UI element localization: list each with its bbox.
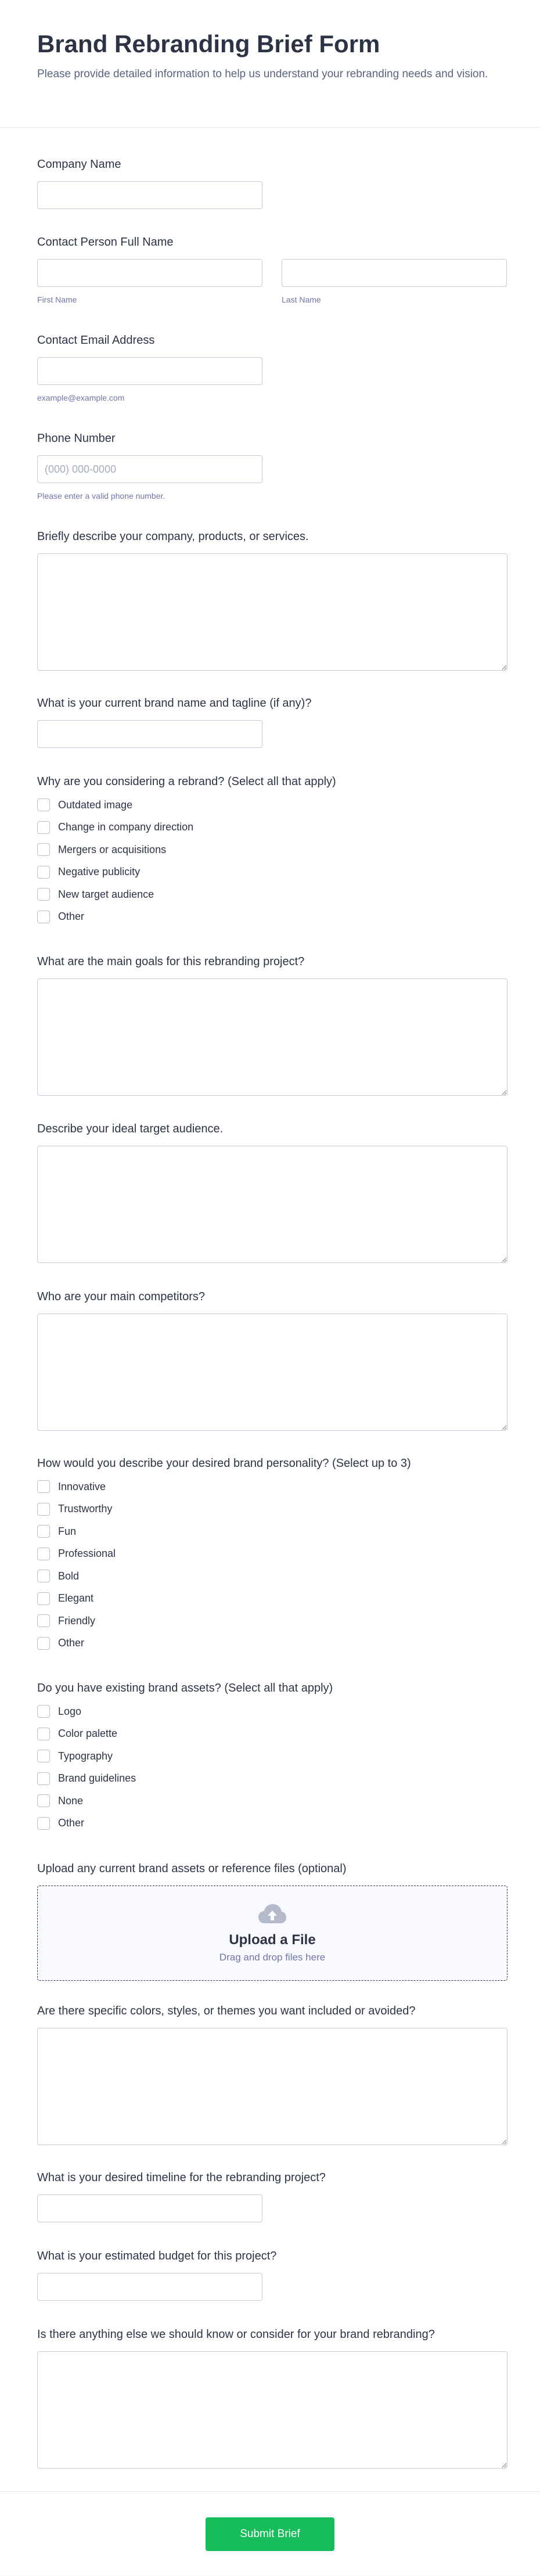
checkbox-label: Other bbox=[58, 1637, 85, 1649]
checkbox-option[interactable] bbox=[37, 1548, 507, 1560]
timeline-input[interactable] bbox=[37, 2194, 262, 2222]
checkbox-label: Typography bbox=[58, 1750, 113, 1762]
submit-button[interactable]: Submit Brief bbox=[206, 2517, 334, 2551]
checkbox[interactable] bbox=[37, 1570, 50, 1582]
brand-assets-label: Do you have existing brand assets? (Select all that apply) bbox=[37, 1682, 333, 1694]
checkbox-label: Innovative bbox=[58, 1480, 106, 1492]
checkbox-label: Mergers or acquisitions bbox=[58, 843, 167, 855]
target-audience-field bbox=[37, 1121, 507, 1263]
checkbox-label: Logo bbox=[58, 1705, 82, 1717]
upload-label: Upload any current brand assets or reference files (optional) bbox=[37, 1862, 347, 1875]
company-name-label: Company Name bbox=[37, 158, 121, 171]
colors-styles-field bbox=[37, 2003, 507, 2145]
email-sublabel: example@example.com bbox=[37, 393, 125, 402]
brand-personality-options bbox=[37, 1480, 507, 1650]
rebrand-reasons-options bbox=[37, 798, 507, 923]
describe-company-label: Briefly describe your company, products, or services. bbox=[37, 530, 309, 543]
checkbox-label: Bold bbox=[58, 1570, 80, 1582]
checkbox[interactable] bbox=[37, 888, 50, 901]
checkbox-label: Negative publicity bbox=[58, 866, 141, 877]
checkbox-option[interactable] bbox=[37, 1750, 507, 1762]
budget-input[interactable] bbox=[37, 2273, 262, 2301]
checkbox[interactable] bbox=[37, 1772, 50, 1785]
brand-personality-field bbox=[37, 1456, 507, 1650]
goals-label: What are the main goals for this rebranding project? bbox=[37, 955, 305, 968]
checkbox-option[interactable] bbox=[37, 1480, 507, 1493]
checkbox-option[interactable] bbox=[37, 1794, 507, 1807]
checkbox-label: Outdated image bbox=[58, 798, 133, 811]
phone-sublabel: Please enter a valid phone number. bbox=[37, 491, 165, 501]
competitors-textarea[interactable] bbox=[37, 1314, 507, 1431]
checkbox[interactable] bbox=[37, 1705, 50, 1718]
checkbox-option[interactable] bbox=[37, 1817, 507, 1830]
brand-assets-options bbox=[37, 1705, 507, 1830]
form-header bbox=[0, 0, 540, 128]
checkbox-label: None bbox=[58, 1794, 84, 1807]
form-footer bbox=[0, 2491, 540, 2576]
checkbox[interactable] bbox=[37, 1548, 50, 1560]
checkbox-option[interactable] bbox=[37, 798, 507, 811]
checkbox[interactable] bbox=[37, 1750, 50, 1762]
describe-company-field bbox=[37, 529, 507, 671]
checkbox-label: Other bbox=[58, 1817, 85, 1829]
last-name-sublabel: Last Name bbox=[282, 295, 321, 304]
checkbox-option[interactable] bbox=[37, 1592, 507, 1605]
checkbox-label: Change in company direction bbox=[58, 821, 194, 833]
checkbox[interactable] bbox=[37, 1592, 50, 1605]
current-brand-field bbox=[37, 696, 507, 748]
checkbox[interactable] bbox=[37, 1480, 50, 1493]
email-input[interactable] bbox=[37, 357, 262, 385]
competitors-label: Who are your main competitors? bbox=[37, 1290, 206, 1303]
checkbox-option[interactable] bbox=[37, 1705, 507, 1718]
company-name-field bbox=[37, 157, 507, 209]
checkbox-label: Trustworthy bbox=[58, 1503, 113, 1514]
checkbox[interactable] bbox=[37, 866, 50, 879]
checkbox-option[interactable] bbox=[37, 1503, 507, 1516]
checkbox-option[interactable] bbox=[37, 843, 507, 856]
checkbox[interactable] bbox=[37, 1794, 50, 1807]
file-upload-dropzone[interactable] bbox=[37, 1886, 507, 1981]
contact-name-field bbox=[37, 235, 507, 304]
budget-label: What is your estimated budget for this project? bbox=[37, 2250, 277, 2262]
current-brand-label: What is your current brand name and tagline (if any)? bbox=[37, 697, 312, 710]
colors-styles-label: Are there specific colors, styles, or themes you want included or avoided? bbox=[37, 2005, 416, 2017]
checkbox-label: Other bbox=[58, 911, 85, 922]
checkbox-option[interactable] bbox=[37, 911, 507, 923]
timeline-label: What is your desired timeline for the rebranding project? bbox=[37, 2171, 326, 2184]
describe-company-textarea[interactable] bbox=[37, 553, 507, 671]
last-name-input[interactable] bbox=[282, 259, 507, 287]
competitors-field bbox=[37, 1289, 507, 1431]
timeline-field bbox=[37, 2170, 507, 2222]
checkbox[interactable] bbox=[37, 1817, 50, 1830]
colors-styles-textarea[interactable] bbox=[37, 2028, 507, 2145]
anything-else-label: Is there anything else we should know or consider for your brand rebranding? bbox=[37, 2328, 435, 2341]
phone-input[interactable] bbox=[37, 455, 262, 483]
phone-label: Phone Number bbox=[37, 432, 116, 445]
anything-else-textarea[interactable] bbox=[37, 2351, 507, 2469]
company-name-input[interactable] bbox=[37, 181, 262, 209]
checkbox-option[interactable] bbox=[37, 866, 507, 879]
first-name-sublabel: First Name bbox=[37, 295, 77, 304]
checkbox-label: Fun bbox=[58, 1525, 77, 1537]
upload-field bbox=[37, 1861, 507, 1981]
checkbox-option[interactable] bbox=[37, 1525, 507, 1538]
anything-else-field bbox=[37, 2327, 507, 2469]
rebrand-reasons-field bbox=[37, 774, 507, 923]
checkbox[interactable] bbox=[37, 1614, 50, 1627]
checkbox[interactable] bbox=[37, 1637, 50, 1650]
budget-field bbox=[37, 2248, 507, 2301]
target-audience-label: Describe your ideal target audience. bbox=[37, 1122, 224, 1135]
checkbox-label: Professional bbox=[58, 1548, 116, 1559]
current-brand-input[interactable] bbox=[37, 720, 262, 748]
checkbox-option[interactable] bbox=[37, 821, 507, 834]
brand-assets-field bbox=[37, 1681, 507, 1830]
cloud-upload-icon bbox=[258, 1904, 287, 1927]
checkbox-option[interactable] bbox=[37, 888, 507, 901]
checkbox-option[interactable] bbox=[37, 1637, 507, 1650]
checkbox-label: Color palette bbox=[58, 1728, 118, 1739]
checkbox-option[interactable] bbox=[37, 1728, 507, 1740]
checkbox-option[interactable] bbox=[37, 1570, 507, 1582]
checkbox[interactable] bbox=[37, 911, 50, 923]
checkbox[interactable] bbox=[37, 1503, 50, 1516]
checkbox-label: Friendly bbox=[58, 1614, 96, 1627]
checkbox[interactable] bbox=[37, 1525, 50, 1538]
target-audience-textarea[interactable] bbox=[37, 1146, 507, 1263]
upload-hint: Drag and drop files here bbox=[219, 1951, 326, 1963]
checkbox-label: Brand guidelines bbox=[58, 1772, 136, 1784]
contact-name-label: Contact Person Full Name bbox=[37, 236, 174, 249]
checkbox[interactable] bbox=[37, 798, 50, 811]
first-name-input[interactable] bbox=[37, 259, 262, 287]
email-field bbox=[37, 333, 507, 402]
checkbox[interactable] bbox=[37, 843, 50, 856]
goals-textarea[interactable] bbox=[37, 978, 507, 1096]
goals-field bbox=[37, 954, 507, 1096]
upload-title: Upload a File bbox=[229, 1931, 316, 1948]
checkbox-option[interactable] bbox=[37, 1772, 507, 1785]
phone-field bbox=[37, 431, 507, 501]
checkbox-label: Elegant bbox=[58, 1592, 94, 1604]
checkbox[interactable] bbox=[37, 1728, 50, 1740]
email-label: Contact Email Address bbox=[37, 334, 155, 347]
rebrand-reasons-label: Why are you considering a rebrand? (Select all that apply) bbox=[37, 775, 336, 788]
brand-personality-label: How would you describe your desired brand personality? (Select up to 3) bbox=[37, 1457, 411, 1470]
form-title: Brand Rebranding Brief Form bbox=[37, 30, 380, 57]
checkbox-label: New target audience bbox=[58, 888, 154, 900]
form-subtitle: Please provide detailed information to help us understand your rebranding needs and vision. bbox=[37, 68, 488, 80]
checkbox[interactable] bbox=[37, 821, 50, 834]
checkbox-option[interactable] bbox=[37, 1614, 507, 1627]
